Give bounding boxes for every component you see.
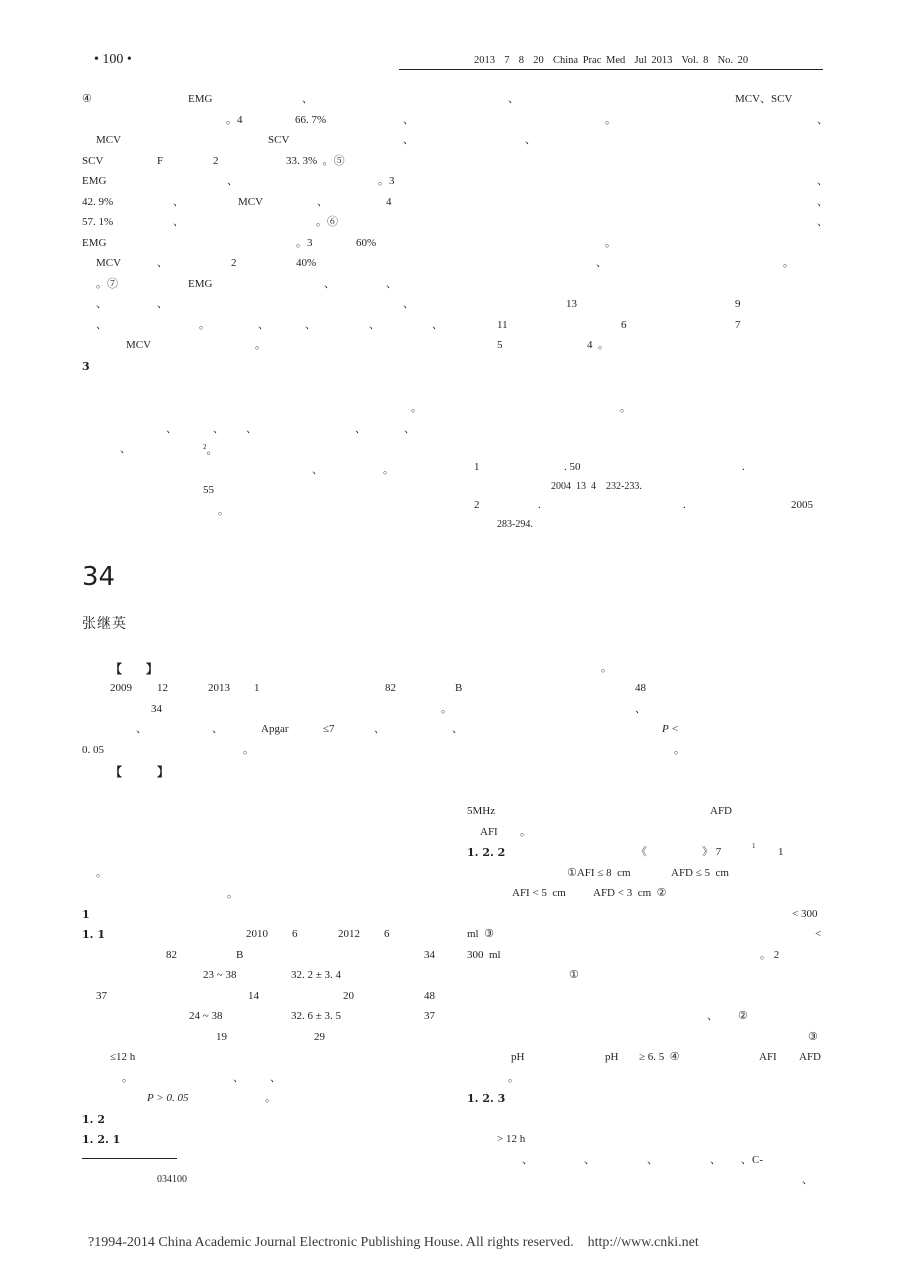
text-fragment: MCV [238,196,264,208]
text-fragment: < 300 [792,908,818,920]
subsection-number: 1. 2. 2 [467,846,506,859]
text-fragment: 23 ~ 38 [203,969,237,981]
text-fragment: AFD [710,805,733,817]
text-fragment: ③ [808,1031,818,1043]
text-fragment: 。 [783,257,794,269]
text-fragment: 、 [508,93,519,105]
text-fragment: 6 [292,928,298,940]
article-author: 张继英 [82,616,127,632]
text-fragment: 、 [270,1072,281,1084]
text-fragment: 《 [636,846,647,858]
text-fragment: 、 [817,114,828,126]
text-fragment: MCV [126,339,152,351]
text-fragment: EMG [188,278,213,290]
text-fragment: 、 [432,319,443,331]
text-fragment: 40% [296,257,317,269]
text-fragment: ≥ 6. 5 ④ [639,1051,680,1063]
text-fragment: SCV [82,155,104,167]
text-fragment: 。⑥ [316,216,338,228]
text-fragment: 。 [601,662,612,674]
text-fragment: 、 [166,423,177,435]
reference-year: 2005 [791,499,813,511]
footnote-rule [82,1158,177,1159]
text-fragment: 2010 [246,928,268,940]
text-fragment: B [455,682,463,694]
text-fragment: 37 [96,990,107,1002]
text-fragment: EMG [188,93,213,105]
text-fragment: 、 [173,216,184,228]
text-fragment: EMG [82,237,107,249]
subsection-number: 1. 2. 1 [82,1133,121,1146]
text-fragment: 。 [199,319,210,331]
subsection-number: 1. 1 [82,928,105,941]
keywords-label-close: 】 [157,765,170,779]
text-fragment: 6 [621,319,627,331]
text-fragment: 。 [674,744,685,756]
text-fragment: 55 [203,484,214,496]
journal-header: 2013 7 8 20 China Prac Med Jul 2013 Vol. 8 No. 20 [474,55,749,66]
text-fragment: 5 [497,339,503,351]
text-fragment: 。 [383,464,394,476]
text-fragment: 、 [120,443,131,455]
text-fragment: 。 [265,1092,276,1104]
text-fragment: 、C- [741,1154,763,1166]
text-fragment: 、 [355,423,366,435]
reference-citation: 2004 13 4 232-233. [551,481,642,492]
text-fragment: 、 [817,175,828,187]
text-fragment: 5MHz [467,805,496,817]
text-fragment: 。 [227,888,238,900]
text-fragment: 34 [151,703,162,715]
text-fragment: 300 ml [467,949,501,961]
text-fragment: 33. 3% 。⑤ [286,155,345,167]
text-fragment: 、 [317,196,328,208]
text-fragment: 、 [452,723,463,735]
text-fragment: 。⑦ [96,278,118,290]
text-fragment: 、 [212,723,223,735]
text-fragment: 、 [584,1154,595,1166]
text-fragment: 、 [233,1072,244,1084]
text-fragment: 、 [404,423,415,435]
text-fragment: 24 ~ 38 [189,1010,223,1022]
text-fragment: < [815,928,822,940]
text-fragment: 。 [605,114,616,126]
text-fragment: 、 [525,134,536,146]
text-fragment: > 12 h [497,1133,526,1145]
text-fragment: 。 [122,1072,133,1084]
text-fragment: 、 [403,134,414,146]
text-fragment: 、 [227,175,238,187]
text-fragment: P < [662,723,679,735]
text-fragment: 、 [635,703,646,715]
text-fragment: $^2$。 [203,443,218,457]
text-fragment: 11 [497,319,508,331]
text-fragment: AFI [759,1051,777,1063]
text-fragment: 7 [735,319,741,331]
text-fragment: 、 [403,298,414,310]
text-fragment: 2 [231,257,237,269]
text-fragment: 、 [817,216,828,228]
text-fragment: 、 [173,196,184,208]
text-fragment: 、 [324,278,335,290]
text-fragment: AFI < 5 cm [512,887,566,899]
text-fragment: 、 [302,93,313,105]
page-number: • 100 • [94,52,132,67]
text-fragment: AFD < 3 cm ② [593,887,667,899]
text-fragment: MCV [96,134,122,146]
text-fragment: 、 [386,278,397,290]
text-fragment: 、 [213,423,224,435]
text-fragment: 、 [403,114,414,126]
copyright-footer: ?1994-2014 China Academic Journal Electronic Publishing House. All rights reserved. http://www.cnki.net [88,1235,699,1250]
keywords-label-open: 【 [110,765,123,779]
text-fragment: 、 [710,1154,721,1166]
text-fragment: 、 [96,319,107,331]
citation-superscript: 1 [752,842,756,850]
text-fragment: 》 7 [702,846,722,858]
reference-number: 1 [474,461,480,473]
text-fragment: . [742,461,745,473]
text-fragment: 2012 [338,928,360,940]
text-fragment: 12 [157,682,168,694]
text-fragment: 、 [374,723,385,735]
text-fragment: ①AFI ≤ 8 cm [567,867,631,879]
text-fragment: 、 [157,298,168,310]
text-fragment: 66. 7% [295,114,327,126]
text-fragment: ≤12 h [110,1051,136,1063]
subsection-number: 1. 2. 3 [467,1092,506,1105]
text-fragment: . [683,499,686,511]
text-fragment: 、 [522,1154,533,1166]
text-fragment: AFD ≤ 5 cm [671,867,729,879]
reference-pages: 283-294. [497,519,533,530]
text-fragment: 。 [620,402,631,414]
text-fragment: ml ③ [467,928,494,940]
text-fragment: 、 [817,196,828,208]
text-fragment: 、 [707,1010,718,1022]
text-fragment: 。 [218,505,229,517]
text-fragment: 、 [157,257,168,269]
text-fragment: AFI [480,826,498,838]
text-fragment: 32. 6 ± 3. 5 [291,1010,342,1022]
reference-number: 2 [474,499,480,511]
text-fragment: Apgar [261,723,289,735]
text-fragment: 32. 2 ± 3. 4 [291,969,342,981]
text-fragment: 、 [258,319,269,331]
text-fragment: 1 [778,846,784,858]
footnote-postcode: 034100 [157,1174,187,1185]
subsection-number: 1. 2 [82,1113,105,1126]
text-fragment: pH [511,1051,525,1063]
text-fragment: 2 [213,155,219,167]
text-fragment: 、 [305,319,316,331]
text-fragment: 82 [166,949,177,961]
text-fragment: P > 0. 05 [147,1092,189,1104]
text-fragment: 57. 1% [82,216,114,228]
text-fragment: 48 [635,682,646,694]
text-fragment: 。 [255,339,266,351]
text-fragment: ② [738,1010,748,1022]
text-fragment: 14 [248,990,259,1002]
text-fragment: 。 [508,1072,519,1084]
text-fragment: 0. 05 [82,744,104,756]
text-fragment: 6 [384,928,390,940]
text-fragment: 、 [246,423,257,435]
text-fragment: 、 [136,723,147,735]
text-fragment: 29 [314,1031,325,1043]
text-fragment: . 50 [564,461,581,473]
text-fragment: 。 2 [760,949,780,961]
text-fragment: 37 [424,1010,435,1022]
abstract-label-open: 【 [110,662,123,676]
text-fragment: 60% [356,237,377,249]
text-fragment: ≤7 [323,723,335,735]
text-fragment: 。3 [378,175,395,187]
text-fragment: 、 [647,1154,658,1166]
text-fragment: 42. 9% [82,196,114,208]
text-fragment: MCV [96,257,122,269]
article-title: 34 [82,562,116,592]
text-fragment: 13 [566,298,577,310]
text-fragment: 4 。 [587,339,609,351]
text-fragment: 1 [254,682,260,694]
text-fragment: 。4 [226,114,243,126]
text-fragment: EMG [82,175,107,187]
text-fragment: ① [569,969,579,981]
text-fragment: 。3 [296,237,313,249]
text-fragment: 。 [441,703,452,715]
text-fragment: B [236,949,244,961]
text-fragment: 、 [369,319,380,331]
text-fragment: AFD [799,1051,822,1063]
section-number: 3 [82,360,90,373]
text-fragment: 。 [520,826,531,838]
text-fragment: 。 [605,237,616,249]
text-fragment: 、 [596,257,607,269]
text-fragment: 82 [385,682,396,694]
text-fragment: 。 [411,402,422,414]
section-number: 1 [82,908,90,921]
text-fragment: 。 [96,867,107,879]
text-fragment: 。 [243,744,254,756]
text-fragment: MCV、SCV [735,93,793,105]
text-fragment: SCV [268,134,290,146]
text-fragment: 、 [312,464,323,476]
text-fragment: 4 [386,196,392,208]
text-fragment: pH [605,1051,619,1063]
text-fragment: 34 [424,949,435,961]
abstract-label-close: 】 [146,662,159,676]
text-fragment: 48 [424,990,435,1002]
text-fragment: 20 [343,990,354,1002]
text-fragment: 2009 [110,682,132,694]
text-fragment: ④ [82,93,92,105]
header-rule [399,69,823,70]
text-fragment: . [538,499,541,511]
text-fragment: F [157,155,164,167]
text-fragment: 、 [802,1174,813,1186]
text-fragment: 、 [96,298,107,310]
text-fragment: 9 [735,298,741,310]
text-fragment: 19 [216,1031,227,1043]
text-fragment: 2013 [208,682,230,694]
